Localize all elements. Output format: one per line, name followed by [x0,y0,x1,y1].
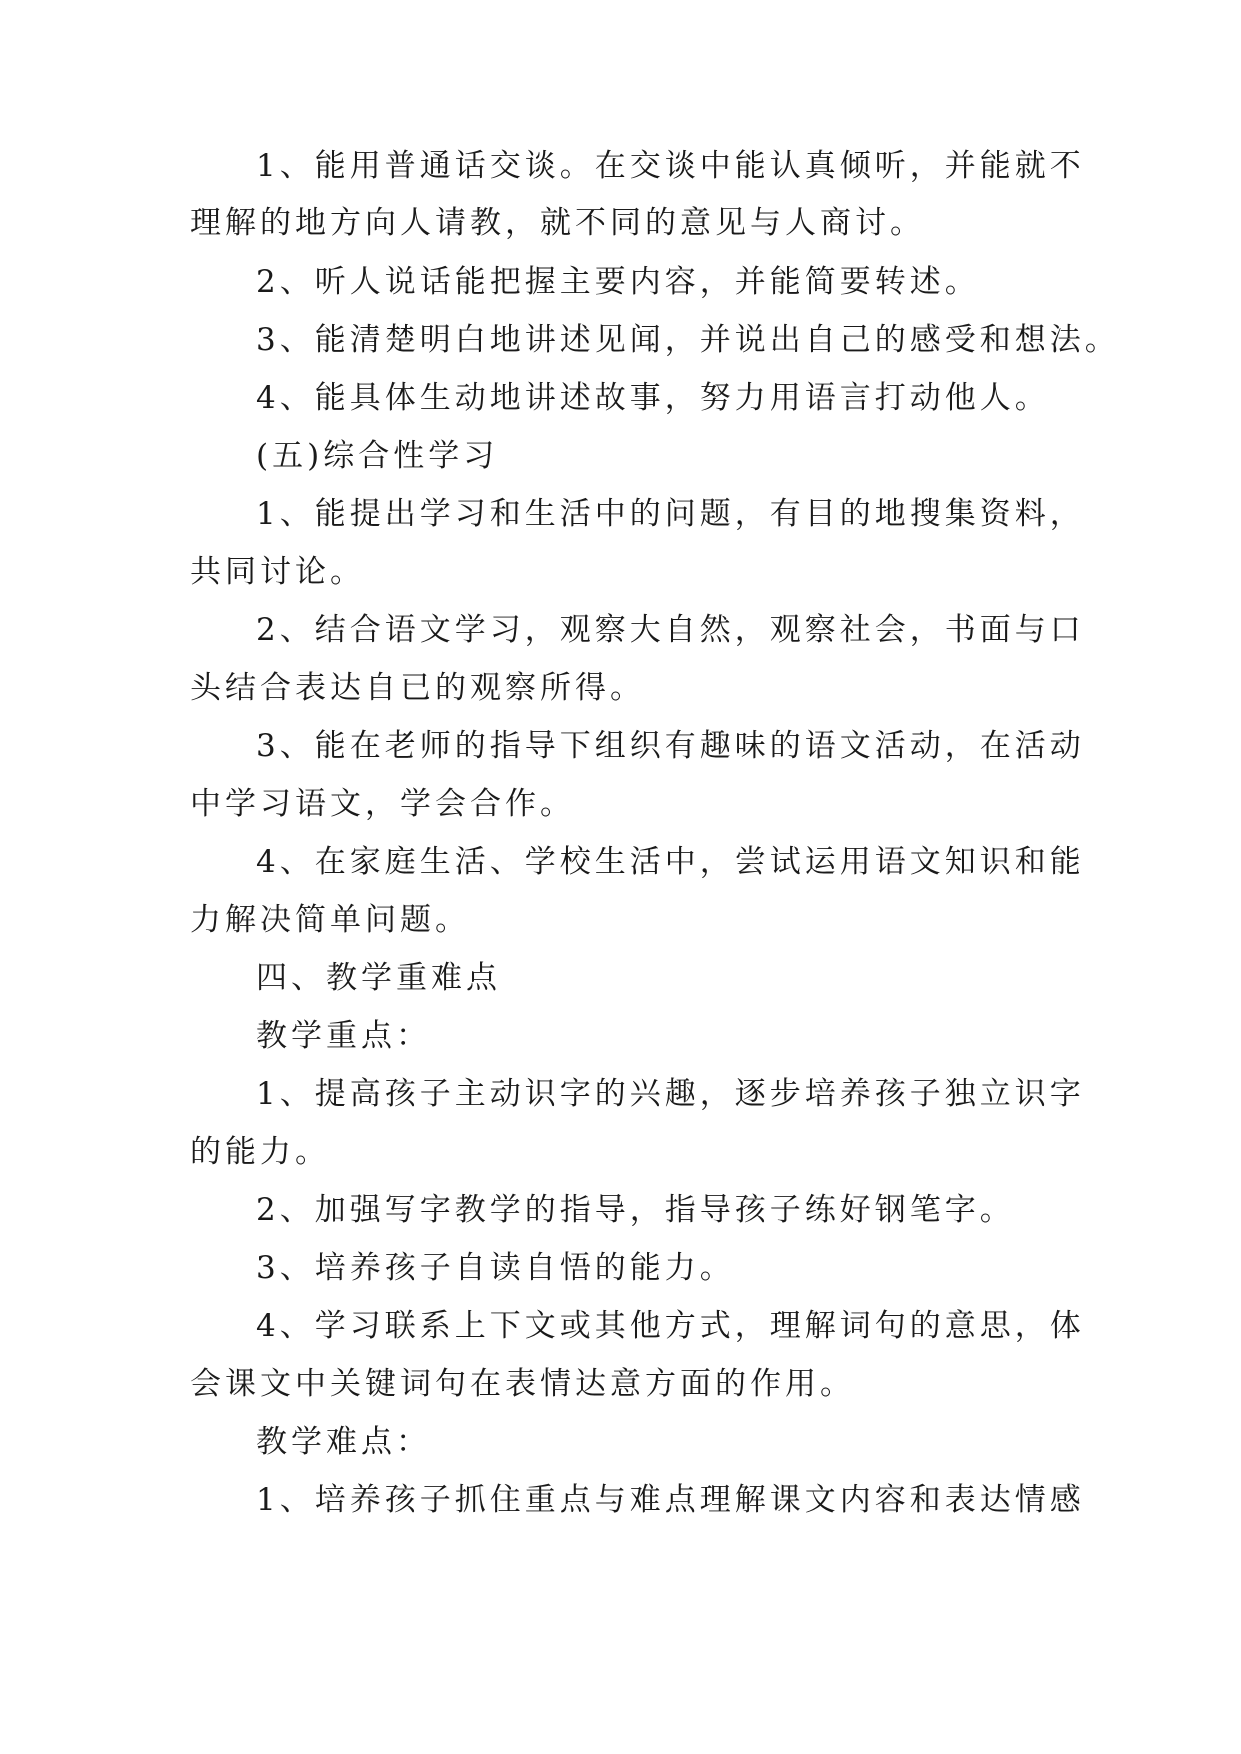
paragraph-line: 1、能提出学习和生活中的问题，有目的地搜集资料， [256,496,1085,532]
paragraph-line: 力解决简单问题。 [190,902,470,938]
section-heading: (五)综合性学习 [256,438,499,474]
paragraph-line: 的能力。 [190,1134,330,1170]
paragraph-line: 4、能具体生动地讲述故事，努力用语言打动他人。 [256,380,1050,416]
paragraph-line: 3、能在老师的指导下组织有趣味的语文活动，在活动 [256,728,1085,764]
section-heading: 四、教学重难点 [256,960,501,996]
subheading: 教学重点： [256,1018,431,1054]
paragraph-line: 共同讨论。 [190,554,365,590]
paragraph-line: 理解的地方向人请教，就不同的意见与人商讨。 [190,205,925,241]
paragraph-line: 2、加强写字教学的指导，指导孩子练好钢笔字。 [256,1192,1015,1228]
paragraph-line: 头结合表达自已的观察所得。 [190,670,645,706]
paragraph-line: 2、听人说话能把握主要内容，并能简要转述。 [256,264,980,300]
subheading: 教学难点： [256,1424,431,1460]
paragraph-line: 1、培养孩子抓住重点与难点理解课文内容和表达情感 [256,1482,1085,1518]
paragraph-line: 3、培养孩子自读自悟的能力。 [256,1250,735,1286]
paragraph-line: 1、能用普通话交谈。在交谈中能认真倾听，并能就不 [256,148,1085,184]
paragraph-line: 1、提高孩子主动识字的兴趣，逐步培养孩子独立识字 [256,1076,1085,1112]
paragraph-line: 2、结合语文学习，观察大自然，观察社会，书面与口 [256,612,1085,648]
paragraph-line: 3、能清楚明白地讲述见闻，并说出自己的感受和想法。 [256,322,1120,358]
paragraph-line: 4、在家庭生活、学校生活中，尝试运用语文知识和能 [256,844,1085,880]
paragraph-line: 会课文中关键词句在表情达意方面的作用。 [190,1366,855,1402]
paragraph-line: 4、学习联系上下文或其他方式，理解词句的意思，体 [256,1308,1085,1344]
paragraph-line: 中学习语文，学会合作。 [190,786,575,822]
